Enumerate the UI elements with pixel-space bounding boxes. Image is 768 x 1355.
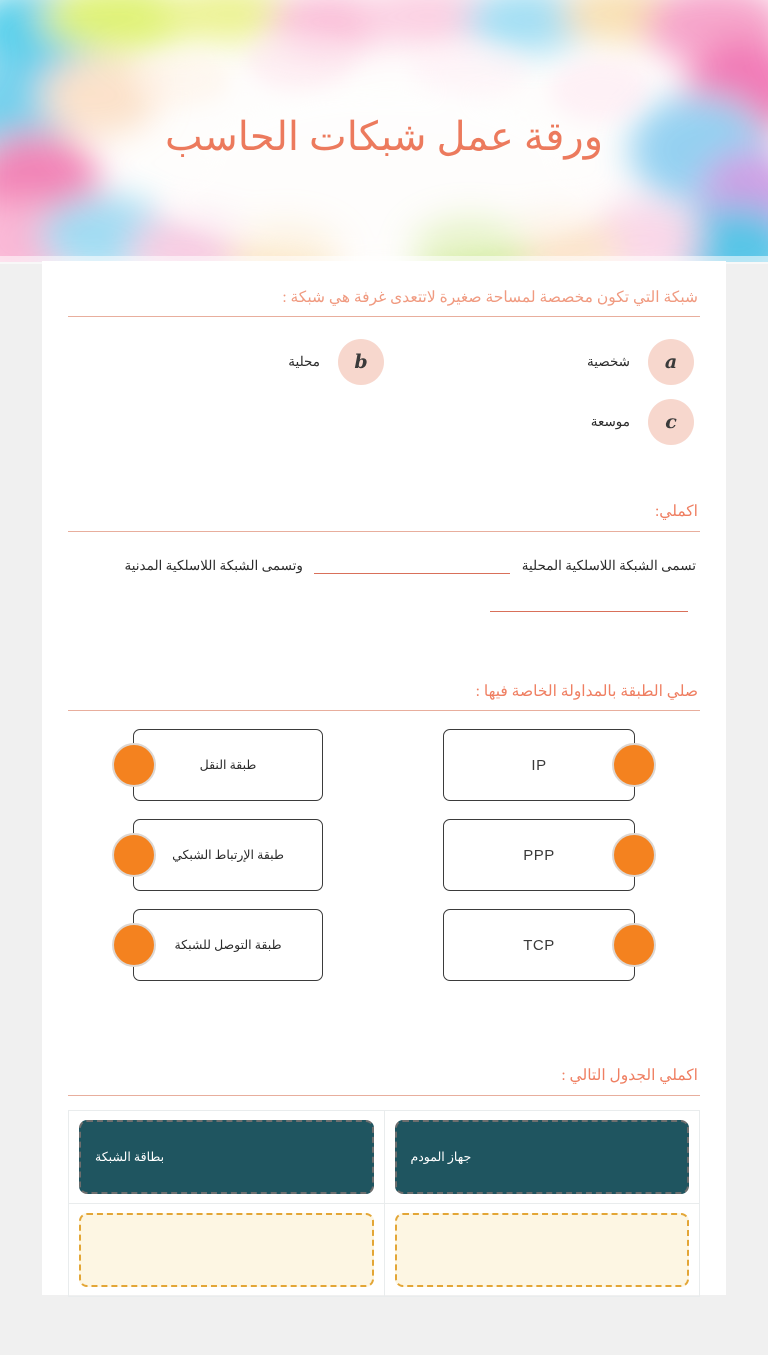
match-right-box-3[interactable]: [443, 909, 635, 981]
fill-line-1: [72, 552, 696, 580]
match-left-label-1: طبقة النقل: [199, 758, 257, 773]
match-left-box-2[interactable]: [133, 819, 323, 891]
table-body: [68, 1102, 700, 1311]
match-row: [68, 909, 700, 981]
fill-text-1: تسمى الشبكة اللاسلكية المحلية: [521, 557, 696, 573]
table-row-header: [69, 1110, 700, 1203]
option-label-c: موسعة: [590, 414, 630, 430]
connector-dot-left-3[interactable]: [112, 923, 156, 967]
mcq-option-a[interactable]: [384, 339, 694, 385]
divider: [68, 1095, 700, 1096]
connector-dot-right-3[interactable]: [612, 923, 656, 967]
table-row-answer: [69, 1203, 700, 1296]
spacer: [68, 455, 700, 497]
fill-text-2: وتسمى الشبكة اللاسلكية المدنية: [124, 557, 303, 573]
option-label-b: محلية: [288, 354, 320, 370]
section-table: [68, 1065, 700, 1310]
table-cell-header-1: [384, 1110, 700, 1203]
mcq-heading: شبكة التي تكون مخصصة لمساحة صغيرة لاتتعدى غرفة هي شبكة :: [282, 289, 698, 306]
match-row: [68, 819, 700, 891]
table-cell-header-2: [69, 1110, 385, 1203]
answer-input-1[interactable]: [395, 1213, 690, 1287]
worksheet-sheet: [42, 261, 726, 1295]
table-cell-answer-2: [69, 1203, 385, 1296]
match-row: [68, 729, 700, 801]
fill-heading: اكملي:: [654, 503, 698, 521]
match-left-label-2: طبقة الإرتباط الشبكي: [172, 848, 284, 863]
option-bubble-a[interactable]: a: [648, 339, 694, 385]
match-left-box-3[interactable]: [133, 909, 323, 981]
mcq-row: [74, 399, 694, 445]
connector-dot-right-2[interactable]: [612, 833, 656, 877]
blank-input-2[interactable]: [490, 597, 688, 612]
spacer: [68, 999, 700, 1061]
section-multiple-choice: [68, 287, 700, 497]
match-right-label-2: PPP: [523, 846, 555, 864]
mcq-row: [74, 339, 694, 385]
answer-input-2[interactable]: [79, 1213, 374, 1287]
spacer: [68, 1297, 700, 1311]
section-fill-in-blank: [68, 501, 700, 676]
connector-dot-left-1[interactable]: [112, 743, 156, 787]
connector-dot-right-1[interactable]: [612, 743, 656, 787]
fill-in-body: [68, 538, 700, 619]
connector-dot-left-2[interactable]: [112, 833, 156, 877]
match-right-label-1: IP: [531, 756, 547, 774]
match-heading: صلي الطبقة بالمداولة الخاصة فيها :: [475, 682, 698, 700]
divider: [68, 531, 700, 532]
mcq-options: [68, 323, 700, 455]
table-header-label-1: جهاز المودم: [395, 1120, 690, 1194]
section-matching: [68, 681, 700, 1061]
match-right-label-3: TCP: [523, 936, 555, 954]
worksheet-table: [68, 1110, 700, 1297]
table-heading: اكملي الجدول التالي :: [561, 1067, 698, 1085]
table-header-label-2: بطاقة الشبكة: [79, 1120, 374, 1194]
divider: [68, 710, 700, 711]
option-bubble-b[interactable]: b: [338, 339, 384, 385]
spacer: [68, 619, 700, 677]
matching-body: [68, 717, 700, 981]
divider: [68, 316, 700, 317]
match-right-box-2[interactable]: [443, 819, 635, 891]
table-cell-answer-1: [384, 1203, 700, 1296]
option-label-a: شخصية: [586, 354, 630, 370]
page-title: ورقة عمل شبكات الحاسب: [164, 114, 604, 159]
match-left-label-3: طبقة التوصل للشبكة: [174, 938, 282, 953]
fill-line-2: [72, 580, 696, 618]
option-bubble-c[interactable]: c: [648, 399, 694, 445]
match-right-box-1[interactable]: [443, 729, 635, 801]
header-banner: [0, 0, 768, 288]
mcq-option-b[interactable]: [74, 339, 384, 385]
match-left-box-1[interactable]: [133, 729, 323, 801]
mcq-option-c[interactable]: [384, 399, 694, 445]
blank-input-1[interactable]: [314, 559, 510, 574]
